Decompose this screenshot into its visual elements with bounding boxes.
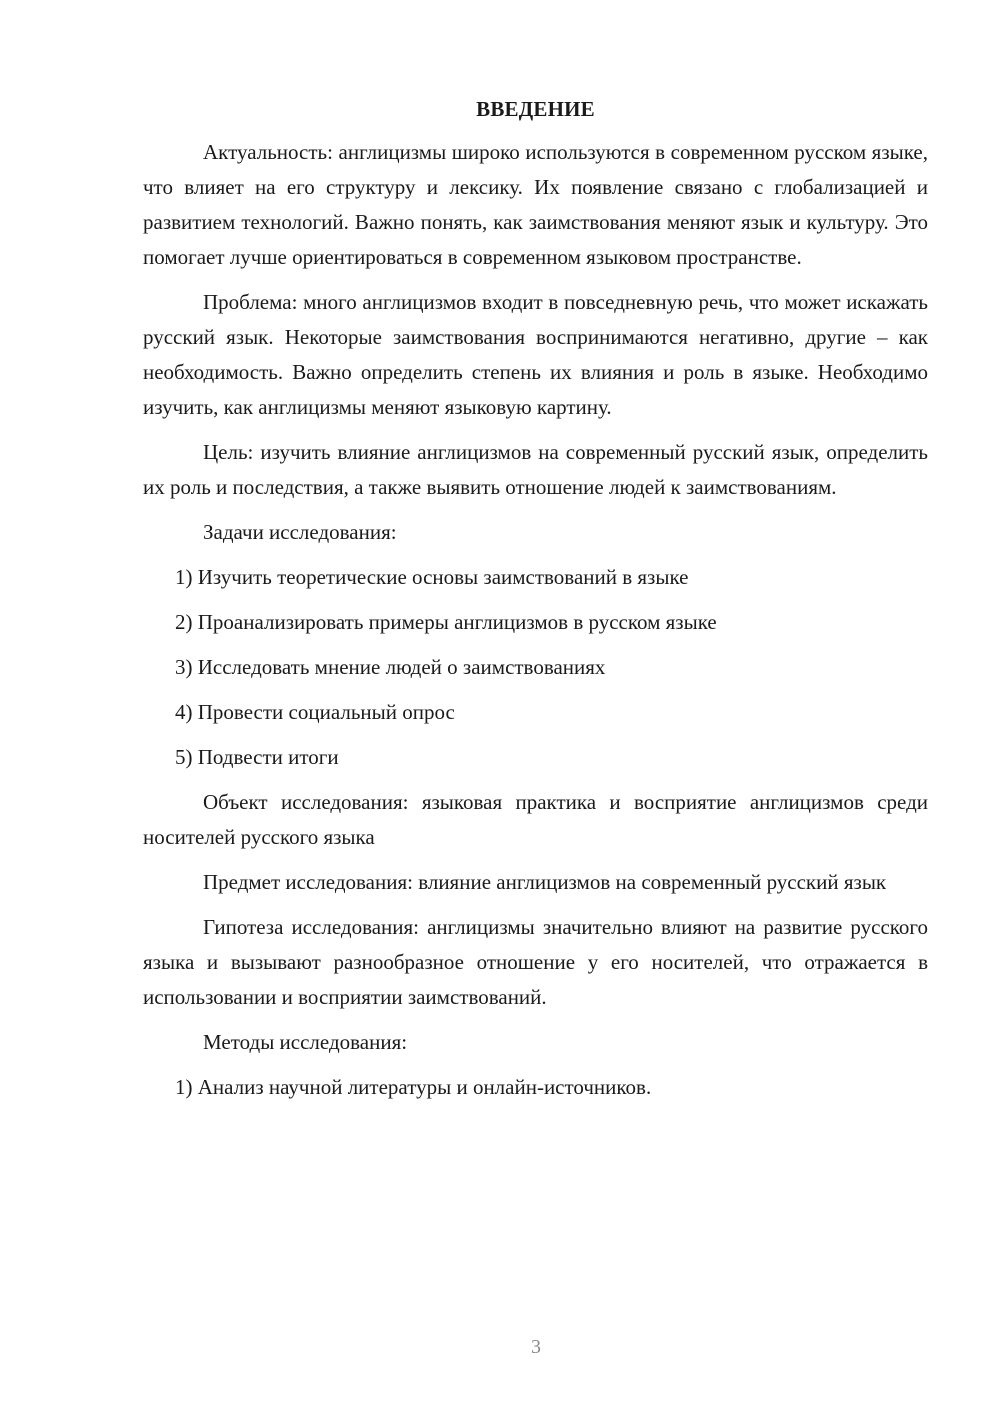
paragraph-problem: Проблема: много англицизмов входит в повседневную речь, что может искажать русский язык. Некоторые заимствования воспринимаются негативно, другие – как необходимость. Важно определить степень их влияния и роль в языке. Необходимо изучить, как англицизмы меняют языковую картину. — [143, 290, 928, 419]
paragraph-goal: Цель: изучить влияние англицизмов на современный русский язык, определить их роль и последствия, а также выявить отношение людей к заимствованиям. — [143, 440, 928, 499]
document-body — [143, 92, 928, 1115]
task-item-5: 5) Подвести итоги — [175, 745, 339, 769]
paragraph-relevance: Актуальность: англицизмы широко используются в современном русском языке, что влияет на его структуру и лексику. Их появление связано с глобализацией и развитием технологий. Важно понять, как заимствования меняют язык и культуру. Это помогает лучше ориентироваться в современном языковом пространстве. — [143, 140, 928, 269]
task-item-3: 3) Исследовать мнение людей о заимствованиях — [175, 655, 606, 679]
task-item-2: 2) Проанализировать примеры англицизмов в русском языке — [175, 610, 717, 634]
paragraph-subject: Предмет исследования: влияние англицизмов на современный русский язык — [203, 870, 887, 894]
task-item-4: 4) Провести социальный опрос — [175, 700, 455, 724]
section-title: ВВЕДЕНИЕ — [476, 97, 595, 121]
task-item-1: 1) Изучить теоретические основы заимствований в языке — [175, 565, 689, 589]
paragraph-hypothesis: Гипотеза исследования: англицизмы значительно влияют на развитие русского языка и вызывают разнообразное отношение у его носителей, что отражается в использовании и восприятии заимствований. — [143, 915, 928, 1009]
methods-heading: Методы исследования: — [203, 1030, 408, 1054]
tasks-heading: Задачи исследования: — [203, 520, 397, 544]
page-number: 3 — [531, 1336, 541, 1358]
paragraph-object: Объект исследования: языковая практика и восприятие англицизмов среди носителей русского языка — [143, 790, 928, 849]
method-item-1: 1) Анализ научной литературы и онлайн-источников. — [175, 1075, 652, 1099]
